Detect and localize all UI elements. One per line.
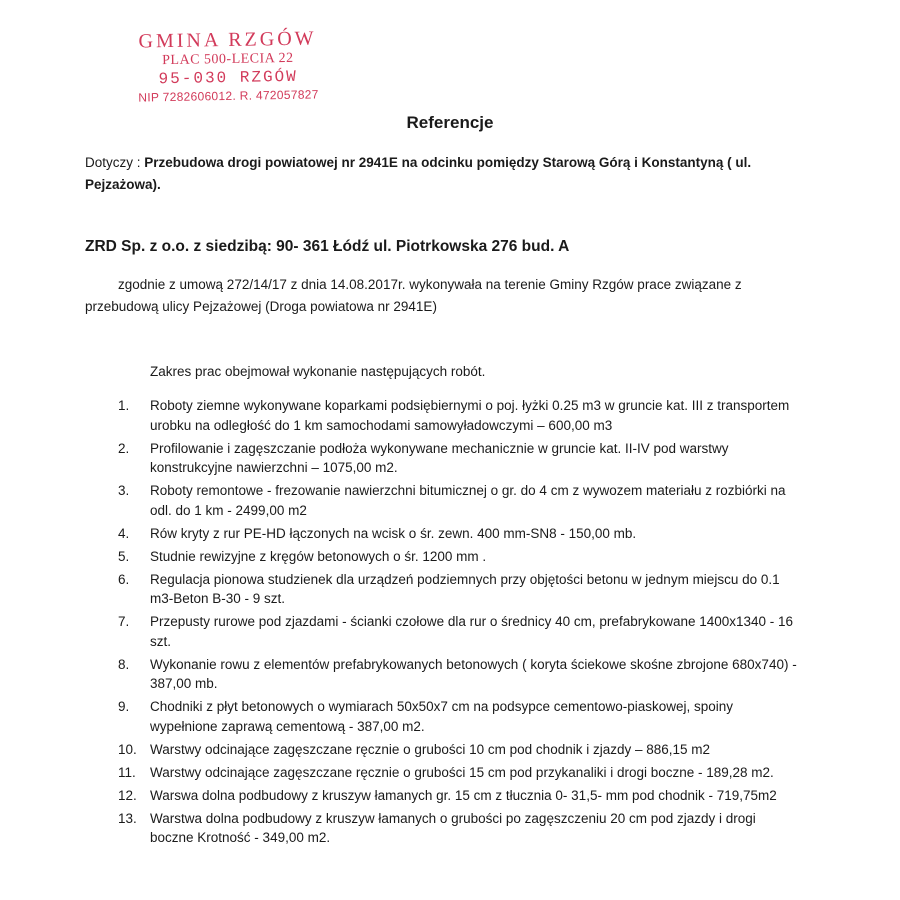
list-item <box>118 612 798 651</box>
list-item <box>118 763 798 783</box>
stamp-line-name: GMINA RZGÓW <box>138 27 317 53</box>
list-item-text: Warswa dolna podbudowy z kruszyw łamanych gr. 15 cm z tłucznia 0- 31,5- mm pod chodnik - 719,75m2 <box>150 787 777 803</box>
list-item-number: 12. <box>118 787 137 803</box>
list-item-number: 4. <box>118 525 130 541</box>
list-item <box>118 524 798 544</box>
scope-intro: Zakres prac obejmował wykonanie następujących robót. <box>150 364 486 379</box>
stamp-line-address: PLAC 500-LECIA 22 <box>162 50 294 69</box>
list-item-text: Profilowanie i zagęszczanie podłoża wykonywane mechanicznie w gruncie kat. II-IV pod warstwy konstrukcyjne nawierzchni – 1075,00 m2. <box>150 440 729 475</box>
list-item-number: 8. <box>118 656 130 672</box>
list-item-number: 11. <box>118 764 136 780</box>
municipality-stamp <box>117 26 338 106</box>
subject-paragraph <box>85 152 825 196</box>
list-item <box>118 396 798 435</box>
list-item <box>118 570 798 609</box>
list-item-number: 6. <box>118 571 130 587</box>
list-item-text: Roboty ziemne wykonywane koparkami podsiębiernymi o poj. łyżki 0.25 m3 w gruncie kat. III z transportem urobku na odległość do 1 km samochodami samowyładowczymi – 600,00 m3 <box>150 398 790 433</box>
list-item-number: 1. <box>118 398 130 413</box>
list-item <box>118 697 798 736</box>
list-item <box>118 786 798 806</box>
stamp-line-nip: NIP 7282606012. R. 472057827 <box>138 87 319 105</box>
list-item <box>118 809 798 848</box>
list-item-text: Rów kryty z rur PE-HD łączonych na wcisk o śr. zewn. 400 mm-SN8 - 150,00 mb. <box>150 525 637 541</box>
subject-prefix: Dotyczy : <box>85 155 141 170</box>
list-item-text: Studnie rewizyjne z kręgów betonowych o śr. 1200 mm . <box>150 548 487 564</box>
list-item <box>118 655 798 694</box>
works-list <box>118 396 798 851</box>
list-item-number: 10. <box>118 741 137 757</box>
intro-paragraph <box>85 274 805 318</box>
list-item-number: 5. <box>118 548 130 564</box>
subject-text: Przebudowa drogi powiatowej nr 2941E na odcinku pomiędzy Starową Górą i Konstantyną ( ul. Pejzażowa). <box>85 155 752 192</box>
list-item-text: Regulacja pionowa studzienek dla urządzeń podziemnych przy objętości betonu w jednym miejscu do 0.1 m3-Beton B-30 - 9 szt. <box>150 571 780 606</box>
list-item-number: 13. <box>118 810 137 826</box>
list-item-number: 3. <box>118 483 130 498</box>
list-item-text: Warstwy odcinające zagęszczane ręcznie o grubości 15 cm pod przykanaliki i drogi boczne - 189,28 m2. <box>150 764 774 780</box>
intro-text: zgodnie z umową 272/14/17 z dnia 14.08.2017r. wykonywała na terenie Gminy Rzgów prace związane z przebudową ulicy Pejzażowej (Droga powiatowa nr 2941E) <box>85 277 742 314</box>
list-item-text: Warstwy odcinające zagęszczane ręcznie o grubości 10 cm pod chodnik i zjazdy – 886,15 m2 <box>150 741 711 757</box>
list-item-text: Chodniki z płyt betonowych o wymiarach 50x50x7 cm na podsypce cementowo-piaskowej, spoiny wypełnione zaprawą cementową - 387,00 m2. <box>150 699 734 734</box>
document-title: Referencje <box>406 113 494 132</box>
list-item-number: 7. <box>118 614 130 629</box>
list-item-text: Roboty remontowe - frezowanie nawierzchni bitumicznej o gr. do 4 cm z wywozem materiału z rozbiórki na odl. do 1 km - 2499,00 m2 <box>150 483 786 518</box>
list-item <box>118 481 798 520</box>
list-item <box>118 740 798 760</box>
company-line: ZRD Sp. z o.o. z siedzibą: 90- 361 Łódź ul. Piotrkowska 276 bud. A <box>85 238 570 255</box>
list-item <box>118 547 798 567</box>
list-item-text: Warstwa dolna podbudowy z kruszyw łamanych o grubości po zagęszczeniu 20 cm pod zjazdy i drogi boczne Krotność - 349,00 m2. <box>150 810 756 845</box>
list-item-number: 9. <box>118 699 130 714</box>
list-item-text: Wykonanie rowu z elementów prefabrykowanych betonowych ( koryta ściekowe skośne zbrojone 680x740) - 387,00 mb. <box>150 656 797 691</box>
list-item <box>118 439 798 478</box>
stamp-line-postcode: 95-030 RZGÓW <box>158 67 298 89</box>
list-item-number: 2. <box>118 440 130 456</box>
list-item-text: Przepusty rurowe pod zjazdami - ścianki czołowe dla rur o średnicy 40 cm, prefabrykowane 1400x1340 - 16 szt. <box>150 614 794 649</box>
